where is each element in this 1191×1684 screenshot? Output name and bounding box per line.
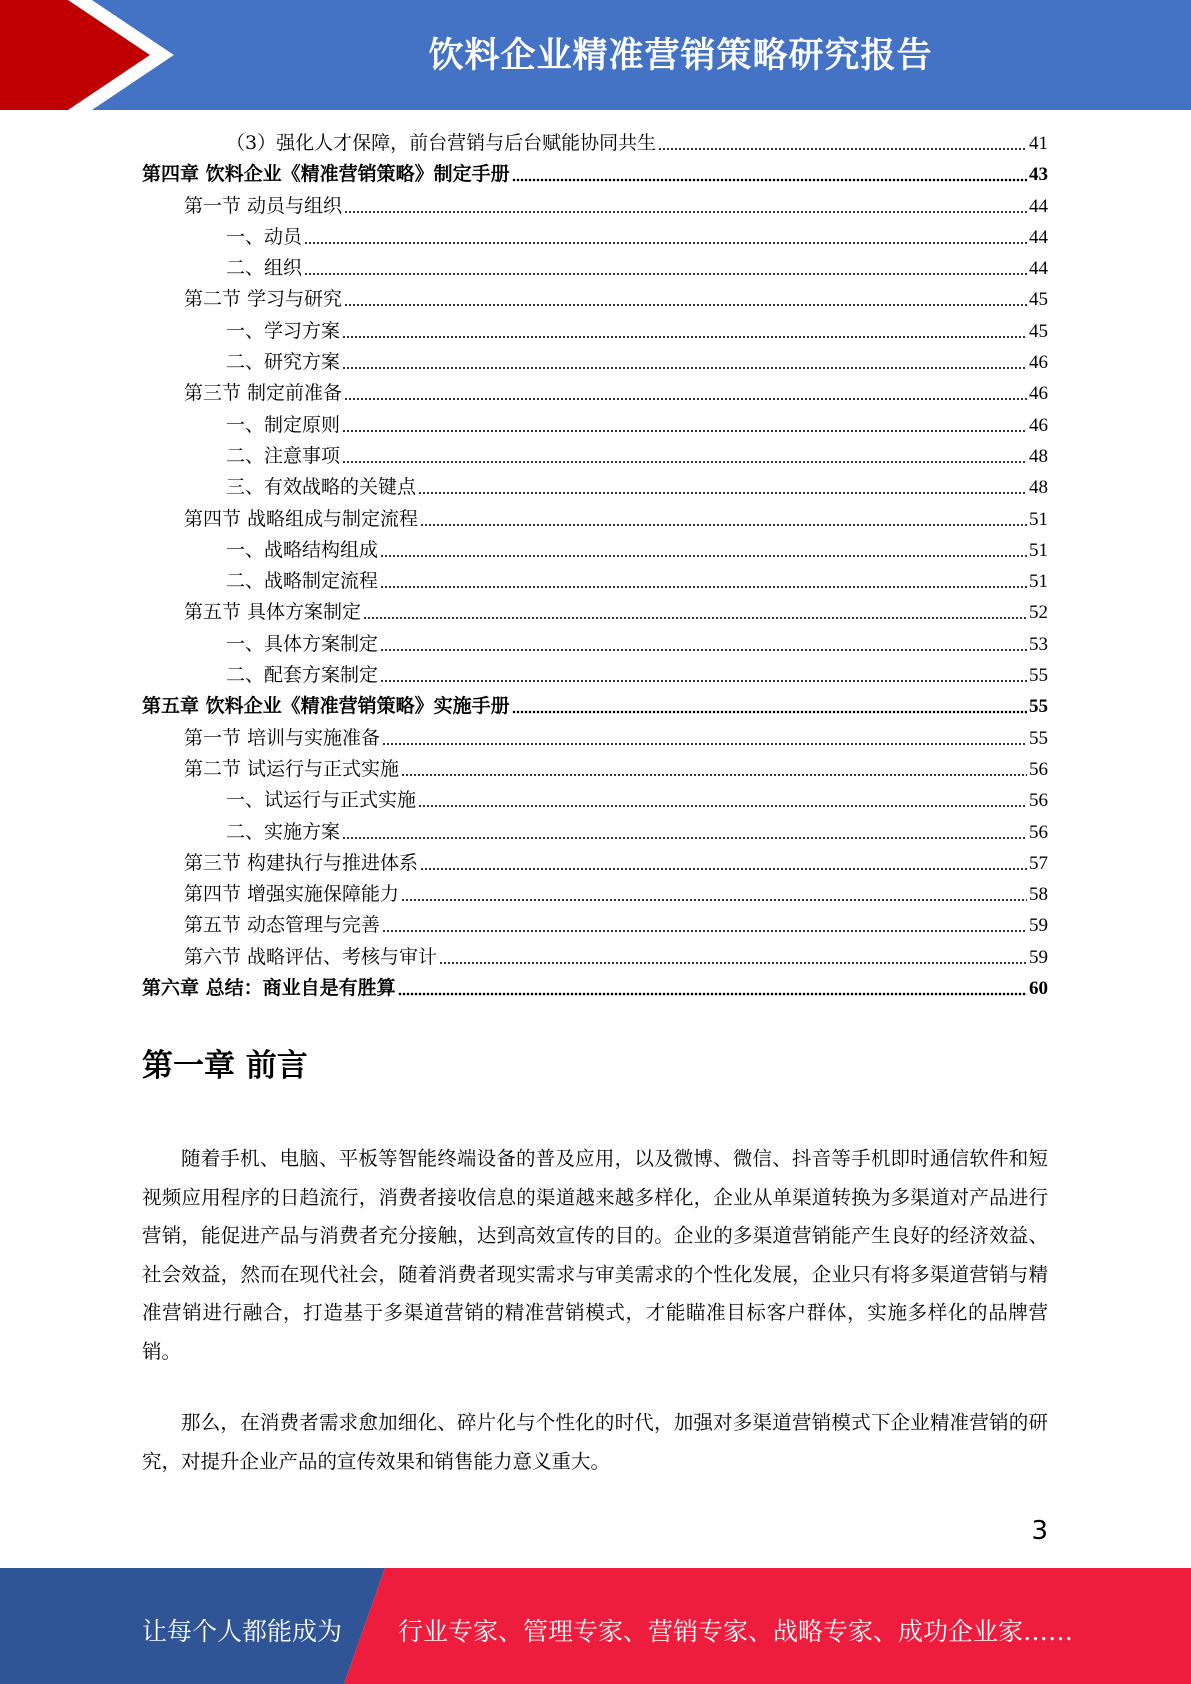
- toc-entry-page-number: 44: [1029, 226, 1048, 248]
- toc-entry-page-number: 51: [1029, 539, 1048, 561]
- toc-entry[interactable]: [142, 535, 1048, 566]
- toc-entry[interactable]: [142, 253, 1048, 284]
- toc-entry-label: 二、组织: [226, 257, 303, 280]
- toc-dot-leader: [439, 946, 1027, 965]
- footer-banner: [0, 1568, 1191, 1684]
- toc-dot-leader: [420, 508, 1027, 527]
- toc-entry[interactable]: [142, 347, 1048, 378]
- toc-entry-label: 二、配套方案制定: [226, 664, 379, 687]
- toc-entry-label: 第四节 战略组成与制定流程: [184, 507, 419, 530]
- toc-entry-label: 第四节 增强实施保障能力: [184, 883, 400, 906]
- toc-entry[interactable]: [142, 504, 1048, 535]
- toc-entry[interactable]: [142, 629, 1048, 660]
- toc-dot-leader: [398, 977, 1027, 996]
- header-banner: [0, 0, 1191, 110]
- toc-dot-leader: [380, 539, 1027, 558]
- toc-entry-label: 一、学习方案: [226, 319, 341, 342]
- toc-entry-label: 二、注意事项: [226, 444, 341, 467]
- toc-dot-leader: [512, 695, 1027, 714]
- toc-dot-leader: [304, 257, 1027, 276]
- toc-entry[interactable]: [142, 316, 1048, 347]
- toc-dot-leader: [512, 163, 1027, 182]
- toc-dot-leader: [342, 445, 1027, 464]
- footer-slogan-right: 行业专家、管理专家、营销专家、战略专家、成功企业家……: [398, 1617, 1074, 1646]
- toc-entry-label: 一、制定原则: [226, 413, 341, 436]
- toc-entry[interactable]: [142, 472, 1048, 503]
- toc-entry[interactable]: [142, 441, 1048, 472]
- toc-entry-page-number: 48: [1029, 445, 1048, 467]
- toc-entry-label: （3）强化人才保障，前台营销与后台赋能协同共生: [226, 132, 657, 154]
- header-title: 饮料企业精准营销策略研究报告: [428, 36, 933, 76]
- toc-dot-leader: [380, 664, 1027, 683]
- toc-entry[interactable]: [142, 410, 1048, 441]
- toc-dot-leader: [342, 351, 1027, 370]
- toc-entry-label: 第三节 构建执行与推进体系: [184, 851, 419, 874]
- toc-entry[interactable]: [142, 378, 1048, 409]
- toc-entry-label: 第六章 总结：商业自是有胜算: [142, 977, 396, 1000]
- toc-entry[interactable]: [142, 128, 1048, 159]
- toc-entry-label: 一、动员: [226, 225, 303, 248]
- toc-entry-label: 三、有效战略的关键点: [226, 476, 417, 499]
- body-paragraph-2: [142, 1404, 1048, 1481]
- toc-dot-leader: [342, 821, 1027, 840]
- toc-entry-page-number: 56: [1029, 758, 1048, 780]
- toc-dot-leader: [658, 132, 1027, 151]
- toc-entry[interactable]: [142, 597, 1048, 628]
- toc-entry-page-number: 44: [1029, 195, 1048, 217]
- toc-entry-page-number: 43: [1029, 164, 1048, 186]
- toc-entry[interactable]: [142, 817, 1048, 848]
- toc-entry-page-number: 59: [1029, 946, 1048, 968]
- toc-entry-page-number: 58: [1029, 884, 1048, 906]
- toc-entry-page-number: 55: [1029, 727, 1048, 749]
- toc-entry-label: 二、研究方案: [226, 351, 341, 374]
- toc-entry-page-number: 51: [1029, 508, 1048, 530]
- toc-entry-label: 一、具体方案制定: [226, 632, 379, 655]
- toc-entry-page-number: 41: [1029, 133, 1048, 154]
- toc-dot-leader: [380, 570, 1027, 589]
- toc-entry-label: 第三节 制定前准备: [184, 382, 343, 405]
- toc-entry[interactable]: [142, 691, 1048, 722]
- toc-entry-label: 一、试运行与正式实施: [226, 789, 417, 812]
- toc-dot-leader: [342, 320, 1027, 339]
- toc-entry-label: 第一节 培训与实施准备: [184, 726, 381, 749]
- toc-dot-leader: [382, 914, 1027, 933]
- paragraph-text: 随着手机、电脑、平板等智能终端设备的普及应用，以及微博、微信、抖音等手机即时通信软件和短视频应用程序的日趋流行，消费者接收信息的渠道越来越多样化，企业从单渠道转换为多渠道对产品进行营销，能促进产品与消费者充分接触，达到高效宣传的目的。企业的多渠道营销能产生良好的经济效益、社会效益，然而在现代社会，随着消费者现实需求与审美需求的个性化发展，企业只有将多渠道营销与精准营销进行融合，打造基于多渠道营销的精准营销模式，才能瞄准目标客户群体，实施多样化的品牌营销。: [142, 1147, 1048, 1363]
- toc-entry[interactable]: [142, 660, 1048, 691]
- toc-dot-leader: [344, 195, 1027, 214]
- paragraph-text: 那么，在消费者需求愈加细化、碎片化与个性化的时代，加强对多渠道营销模式下企业精准营销的研究，对提升企业产品的宣传效果和销售能力意义重大。: [142, 1411, 1048, 1473]
- toc-entry-label: 第五章 饮料企业《精准营销策略》实施手册: [142, 695, 510, 718]
- toc-entry-label: 第二节 试运行与正式实施: [184, 757, 400, 780]
- toc-dot-leader: [382, 727, 1027, 746]
- toc-dot-leader: [401, 758, 1027, 777]
- toc-entry-label: 第五节 具体方案制定: [184, 601, 362, 624]
- toc-dot-leader: [363, 601, 1027, 620]
- toc-entry[interactable]: [142, 191, 1048, 222]
- toc-entry-page-number: 56: [1029, 790, 1048, 812]
- toc-entry-page-number: 57: [1029, 852, 1048, 874]
- toc-entry-page-number: 48: [1029, 477, 1048, 499]
- toc-entry-page-number: 52: [1029, 602, 1048, 624]
- toc-entry[interactable]: [142, 879, 1048, 910]
- toc-entry-label: 第五节 动态管理与完善: [184, 914, 381, 937]
- table-of-contents: [142, 128, 1048, 1004]
- toc-entry-label: 第四章 饮料企业《精准营销策略》制定手册: [142, 163, 510, 186]
- toc-entry-label: 二、战略制定流程: [226, 570, 379, 593]
- toc-dot-leader: [418, 476, 1027, 495]
- toc-entry[interactable]: [142, 942, 1048, 973]
- toc-entry-page-number: 56: [1029, 821, 1048, 843]
- toc-entry[interactable]: [142, 973, 1048, 1004]
- chapter-heading: 第一章 前言: [142, 1048, 308, 1084]
- toc-entry[interactable]: [142, 159, 1048, 190]
- toc-dot-leader: [304, 226, 1027, 245]
- toc-entry[interactable]: [142, 848, 1048, 879]
- body-paragraph-1: [142, 1140, 1048, 1371]
- toc-dot-leader: [418, 789, 1027, 808]
- toc-dot-leader: [420, 852, 1027, 871]
- toc-entry[interactable]: [142, 754, 1048, 785]
- toc-entry-page-number: 46: [1029, 414, 1048, 436]
- toc-dot-leader: [344, 288, 1027, 307]
- toc-entry-page-number: 60: [1029, 978, 1048, 1000]
- toc-entry-page-number: 45: [1029, 289, 1048, 311]
- page-number: 3: [1031, 1516, 1048, 1546]
- toc-dot-leader: [380, 633, 1027, 652]
- toc-entry-label: 二、实施方案: [226, 820, 341, 843]
- toc-entry[interactable]: [142, 723, 1048, 754]
- toc-entry-page-number: 46: [1029, 383, 1048, 405]
- toc-entry[interactable]: [142, 910, 1048, 941]
- toc-dot-leader: [344, 382, 1027, 401]
- toc-dot-leader: [401, 883, 1027, 902]
- toc-entry-page-number: 55: [1029, 665, 1048, 687]
- toc-entry-label: 第一节 动员与组织: [184, 194, 343, 217]
- toc-entry-page-number: 46: [1029, 352, 1048, 374]
- toc-entry-page-number: 51: [1029, 571, 1048, 593]
- toc-entry[interactable]: [142, 222, 1048, 253]
- toc-entry-page-number: 55: [1029, 696, 1048, 718]
- toc-entry[interactable]: [142, 284, 1048, 315]
- toc-dot-leader: [342, 414, 1027, 433]
- toc-entry-page-number: 45: [1029, 320, 1048, 342]
- toc-entry-page-number: 53: [1029, 633, 1048, 655]
- toc-entry[interactable]: [142, 566, 1048, 597]
- toc-entry-label: 一、战略结构组成: [226, 538, 379, 561]
- toc-entry-label: 第二节 学习与研究: [184, 288, 343, 311]
- toc-entry-label: 第六节 战略评估、考核与审计: [184, 945, 438, 968]
- toc-entry[interactable]: [142, 785, 1048, 816]
- toc-entry-page-number: 59: [1029, 915, 1048, 937]
- toc-entry-page-number: 44: [1029, 258, 1048, 280]
- footer-slogan-left: 让每个人都能成为: [142, 1617, 343, 1646]
